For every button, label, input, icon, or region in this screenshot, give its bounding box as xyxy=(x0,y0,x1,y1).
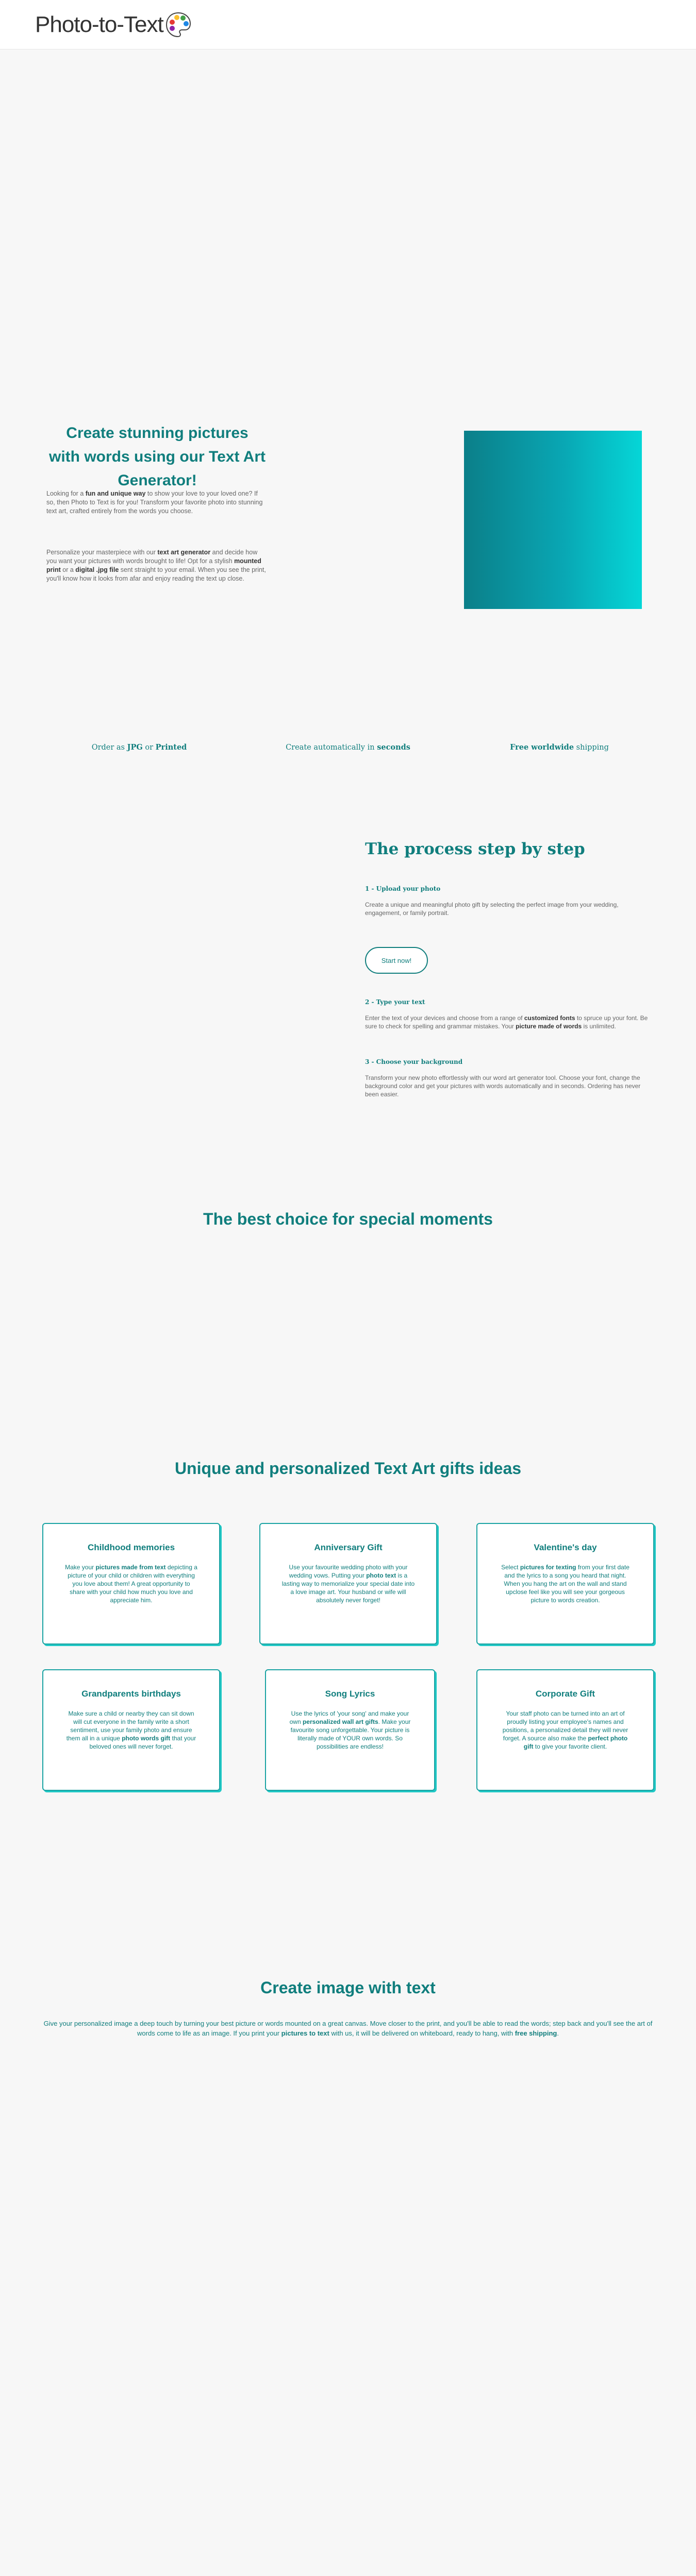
moments-title: The best choice for special moments xyxy=(203,1210,493,1228)
site-header xyxy=(0,0,696,49)
feature-order-format: Order as JPG or Printed xyxy=(91,743,187,752)
hero-title: Create stunning pictures with words using our Text Art Generator! xyxy=(49,425,266,489)
gift-card-title: Song Lyrics xyxy=(325,1689,375,1699)
gift-card-text: Make your pictures made from text depicting a picture of your child or children with everything you love about them! A great opportunity to share with your child how much you love and appreciate him. xyxy=(65,1564,197,1604)
gift-card-title: Corporate Gift xyxy=(535,1689,595,1699)
gift-card-text: Select pictures for texting from your first date and the lyrics to a song you heard that night. When you hang the art on the wall and stand upclose feel like you will see your gorgeous picture to words creation. xyxy=(501,1564,629,1604)
gift-card-childhood xyxy=(42,1523,220,1645)
gift-card-grandparents xyxy=(42,1669,220,1791)
palette-icon xyxy=(164,11,192,39)
gift-card-valentines xyxy=(476,1523,654,1645)
site-logo[interactable] xyxy=(35,8,192,41)
gift-card-title: Valentine's day xyxy=(534,1543,597,1552)
gift-card-song-lyrics xyxy=(265,1669,435,1791)
hero-paragraph-2: Personalize your masterpiece with our text art generator and decide how you want your pictures with words brought to life! Opt for a stylish mounted print or a digital .jpg file sent straight to your email. When you see the print, you'll know how it looks from afar and enjoy reading the text up close. xyxy=(46,549,266,582)
step-2-heading: 2 - Type your text xyxy=(365,998,425,1006)
feature-create-speed: Create automatically in seconds xyxy=(286,743,410,752)
gift-card-title: Grandparents birthdays xyxy=(81,1689,181,1699)
gift-card-text: Make sure a child or nearby they can sit down will cut everyone in the family write a short sentiment, use your family photo and ensure them all in a unique photo words gift that your beloved ones will never forget. xyxy=(66,1710,196,1750)
logo-text: Photo-to-Text xyxy=(35,12,163,37)
gift-card-anniversary xyxy=(259,1523,437,1645)
hero-paragraph-1: Looking for a fun and unique way to show your love to your loved one? If so, then Photo to Text is for you! Transform your favorite photo into stunning text art, crafted entirely from the words you choose. xyxy=(46,490,263,515)
gift-card-title: Anniversary Gift xyxy=(314,1543,383,1552)
process-title: The process step by step xyxy=(365,840,585,858)
step-3-text: Transform your new photo effortlessly with our word art generator tool. Choose your font, change the background color and get your pictures with words automatically and in seconds. Ordering has never been easier. xyxy=(365,1074,641,1098)
step-2-text: Enter the text of your devices and choose from a range of customized fonts to spruce up your font. Be sure to check for spelling and grammar mistakes. Your picture made of words is unlimited. xyxy=(365,1014,648,1030)
create-title: Create image with text xyxy=(260,1978,436,1997)
gift-card-corporate xyxy=(476,1669,654,1791)
gift-card-title: Childhood memories xyxy=(87,1543,175,1552)
start-now-button[interactable]: Start now! xyxy=(365,947,428,974)
step-1-heading: 1 - Upload your photo xyxy=(365,885,441,892)
gift-card-text: Use the lyrics of 'your song' and make your own personalized wall art gifts. Make your favourite song unforgettable. Your picture is literally made of YOUR own words. So possibilities are endless! xyxy=(289,1710,411,1750)
feature-free-shipping: Free worldwide shipping xyxy=(510,743,609,752)
gift-card-text: Use your favourite wedding photo with your wedding vows. Putting your photo text is a lasting way to memorialize your special date into a love image art. Your husband or wife will absolutely never forget! xyxy=(281,1564,415,1604)
step-1-text: Create a unique and meaningful photo gift by selecting the perfect image from your wedding, engagement, or family portrait. xyxy=(365,901,619,917)
create-description: Give your personalized image a deep touch by turning your best picture or words mounted on a great canvas. Move closer to the print, and you'll be able to read the words; step back and you'll see the art of words come to life as an image. If you print your pictures to text with us, it will be delivered on whiteboard, ready to hang, with free shipping. xyxy=(43,2020,653,2037)
hero-image xyxy=(464,431,642,609)
gift-card-text: Your staff photo can be turned into an art of proudly listing your employee's names and positions, a personalized detail they will never forget. A source also make the perfect photo gift to give your favorite client. xyxy=(502,1710,628,1750)
gifts-title: Unique and personalized Text Art gifts ideas xyxy=(174,1459,522,1478)
step-3-heading: 3 - Choose your background xyxy=(365,1058,463,1065)
